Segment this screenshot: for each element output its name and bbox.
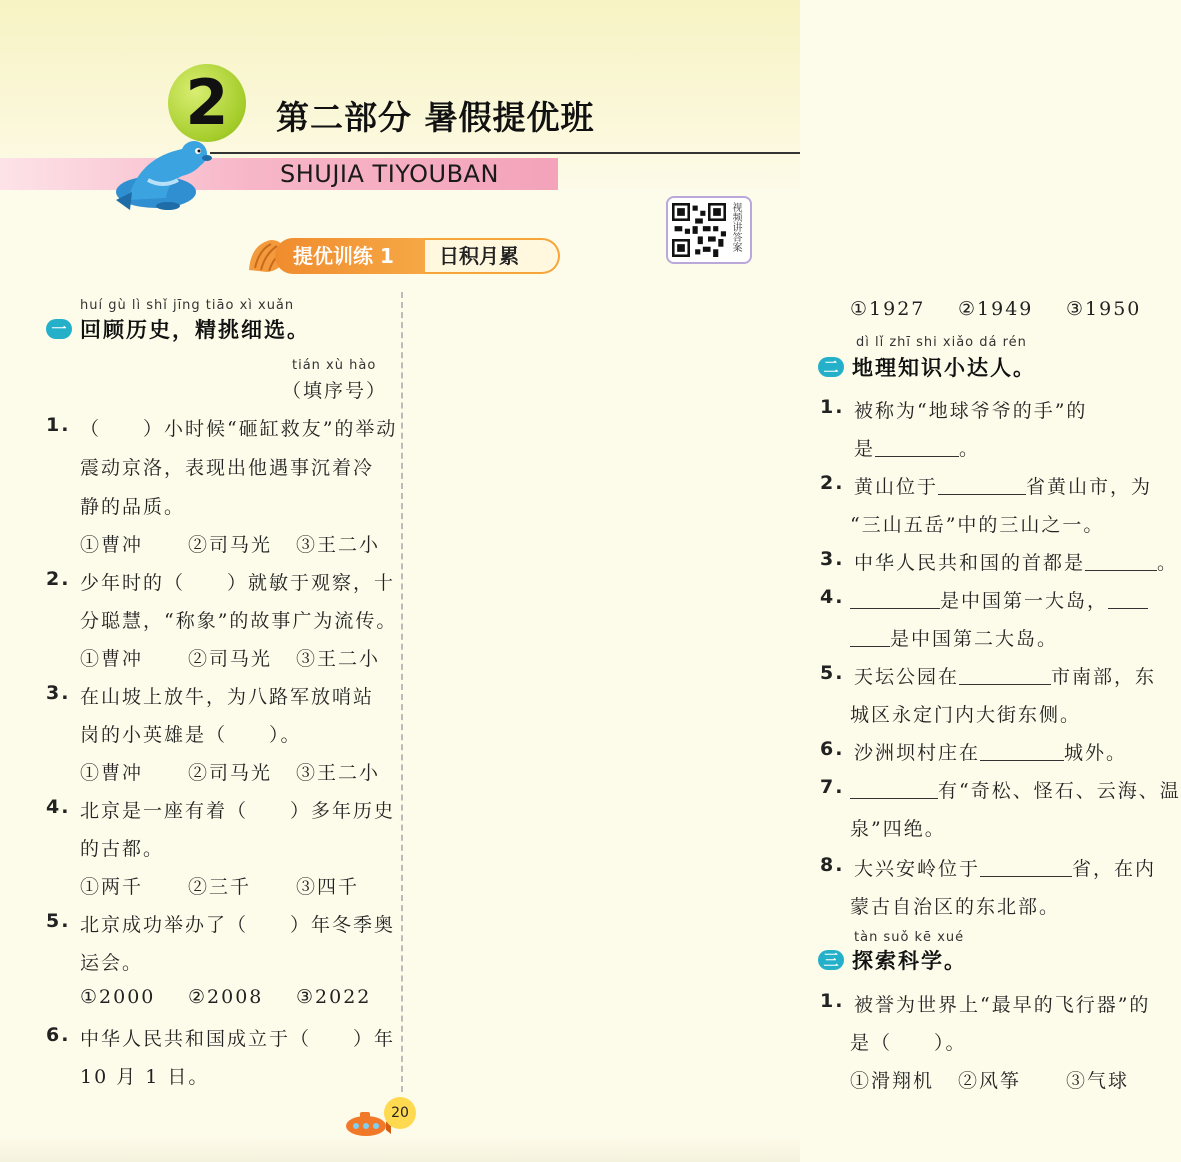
option-1[interactable]: ①曹冲: [80, 648, 144, 670]
section3-badge: 三: [818, 950, 844, 970]
answer-blank[interactable]: [850, 629, 890, 647]
banner-training-label: 提优训练 1: [275, 238, 425, 274]
answer-blank[interactable]: [1085, 553, 1157, 571]
option-1[interactable]: ①2000: [80, 986, 156, 1008]
question-text: 省，在内: [1072, 858, 1157, 880]
option-1[interactable]: ①曹冲: [80, 762, 144, 784]
question-number: 4.: [46, 796, 71, 818]
question-text: “三山五岳”中的三山之一。: [850, 514, 1105, 536]
part-number-badge: 2: [168, 64, 246, 142]
answer-blank[interactable]: [938, 477, 1026, 495]
question-number: 8.: [820, 854, 845, 876]
question-text: 城区永定门内大街东侧。: [850, 704, 1082, 726]
answer-blank[interactable]: [850, 591, 940, 609]
option-2[interactable]: ②1949: [958, 298, 1034, 320]
option-2[interactable]: ②司马光: [188, 648, 273, 670]
question-text: 分聪慧，“称象”的故事广为流传。: [80, 610, 398, 632]
seal-mascot-icon: [108, 130, 218, 220]
subtitle: SHUJIA TIYOUBAN: [280, 160, 499, 188]
section1-hint: （填序号）: [282, 380, 388, 402]
option-3[interactable]: ③气球: [1066, 1070, 1130, 1092]
section3-pinyin: tàn suǒ kē xué: [854, 930, 965, 945]
question-text: 蒙古自治区的东北部。: [850, 896, 1061, 918]
qr-label: 视频讲答案: [730, 202, 741, 252]
option-3[interactable]: ③2022: [296, 986, 372, 1008]
question-text: 沙洲坝村庄在: [854, 742, 981, 764]
question-number: 3.: [820, 548, 845, 570]
question-number: 3.: [46, 682, 71, 704]
option-2[interactable]: ②司马光: [188, 762, 273, 784]
section1-title: 回顾历史，精挑细选。: [80, 318, 310, 342]
question-text: 。: [1157, 552, 1179, 574]
question-number: 2.: [46, 568, 71, 590]
question-number: 5.: [820, 662, 845, 684]
option-1[interactable]: ①曹冲: [80, 534, 144, 556]
option-2[interactable]: ②2008: [188, 986, 264, 1008]
question-text: 省黄山市，为: [1026, 476, 1153, 498]
question-text: 10 月 1 日。: [80, 1066, 210, 1088]
option-1[interactable]: ①两千: [80, 876, 144, 898]
option-3[interactable]: ③王二小: [296, 534, 381, 556]
question-number: 1.: [820, 990, 845, 1012]
answer-blank[interactable]: [1108, 591, 1148, 609]
question-text: 运会。: [80, 952, 144, 974]
option-2[interactable]: ②风筝: [958, 1070, 1022, 1092]
option-3[interactable]: ③王二小: [296, 648, 381, 670]
question-text: 是: [854, 438, 876, 460]
column-divider: [401, 292, 403, 1092]
section2-badge: 二: [818, 357, 844, 377]
section1-hint-pinyin: tián xù hào: [292, 358, 377, 373]
option-3[interactable]: ③王二小: [296, 762, 381, 784]
question-text: 是（ ）。: [850, 1032, 967, 1054]
question-text: 城外。: [1064, 742, 1128, 764]
question-text: 在山坡上放牛，为八路军放哨站: [80, 686, 375, 708]
section1-pinyin: huí gù lì shǐ jīng tiāo xì xuǎn: [80, 298, 295, 313]
option-2[interactable]: ②三千: [188, 876, 252, 898]
question-text: 是中国第二大岛。: [890, 628, 1059, 650]
section3-title: 探索科学。: [852, 949, 967, 973]
title-rule: [210, 152, 800, 154]
question-number: 7.: [820, 776, 845, 798]
question-text: 静的品质。: [80, 496, 186, 518]
answer-blank[interactable]: [850, 781, 938, 799]
question-text: 震动京洛，表现出他遇事沉着冷: [80, 457, 375, 479]
answer-blank[interactable]: [980, 743, 1064, 761]
option-1[interactable]: ①1927: [850, 298, 926, 320]
question-number: 1.: [820, 396, 845, 418]
banner-topic-label: 日积月累: [425, 238, 560, 274]
question-text: 北京成功举办了（ ）年冬季奥: [80, 914, 396, 936]
question-text: 被称为“地球爷爷的手”的: [854, 400, 1088, 422]
answer-blank[interactable]: [980, 859, 1072, 877]
question-text: 是中国第一大岛，: [940, 590, 1109, 612]
option-3[interactable]: ③四千: [296, 876, 360, 898]
qr-code-icon: [672, 202, 726, 258]
question-text: 被誉为世界上“最早的飞行器”的: [854, 994, 1151, 1016]
question-number: 6.: [46, 1024, 71, 1046]
question-text: 市南部，东: [1051, 666, 1157, 688]
question-text: 岗的小英雄是（ ）。: [80, 724, 302, 746]
option-1[interactable]: ①滑翔机: [850, 1070, 935, 1092]
question-text: 。: [959, 438, 981, 460]
question-text: 泉”四绝。: [850, 818, 946, 840]
page-number: 20: [384, 1097, 416, 1129]
section2-title: 地理知识小达人。: [852, 356, 1036, 380]
part-title: 第二部分 暑假提优班: [276, 98, 595, 137]
question-text: 北京是一座有着（ ）多年历史: [80, 800, 396, 822]
section-banner: [245, 236, 560, 276]
question-text: 中华人民共和国的首都是: [854, 552, 1086, 574]
section2-pinyin: dì lǐ zhī shi xiǎo dá rén: [856, 335, 1027, 350]
question-number: 2.: [820, 472, 845, 494]
section1-badge: 一: [46, 319, 72, 339]
question-text: 天坛公园在: [854, 666, 960, 688]
question-text: 中华人民共和国成立于（ ）年: [80, 1028, 396, 1050]
question-text: 少年时的（ ）就敏于观察，十: [80, 572, 396, 594]
qr-code-box[interactable]: [666, 196, 752, 264]
question-text: （ ）小时候“砸缸救友”的举动: [80, 418, 398, 440]
question-text: 大兴安岭位于: [854, 858, 981, 880]
question-number: 5.: [46, 910, 71, 932]
answer-blank[interactable]: [959, 667, 1051, 685]
question-number: 4.: [820, 586, 845, 608]
question-text: 有“奇松、怪石、云海、温: [938, 780, 1181, 802]
question-text: 黄山位于: [854, 476, 939, 498]
footer-fade: [0, 1138, 800, 1162]
answer-blank[interactable]: [875, 439, 959, 457]
question-number: 1.: [46, 414, 71, 436]
question-number: 6.: [820, 738, 845, 760]
option-3[interactable]: ③1950: [1066, 298, 1142, 320]
question-text: 的古都。: [80, 838, 165, 860]
option-2[interactable]: ②司马光: [188, 534, 273, 556]
